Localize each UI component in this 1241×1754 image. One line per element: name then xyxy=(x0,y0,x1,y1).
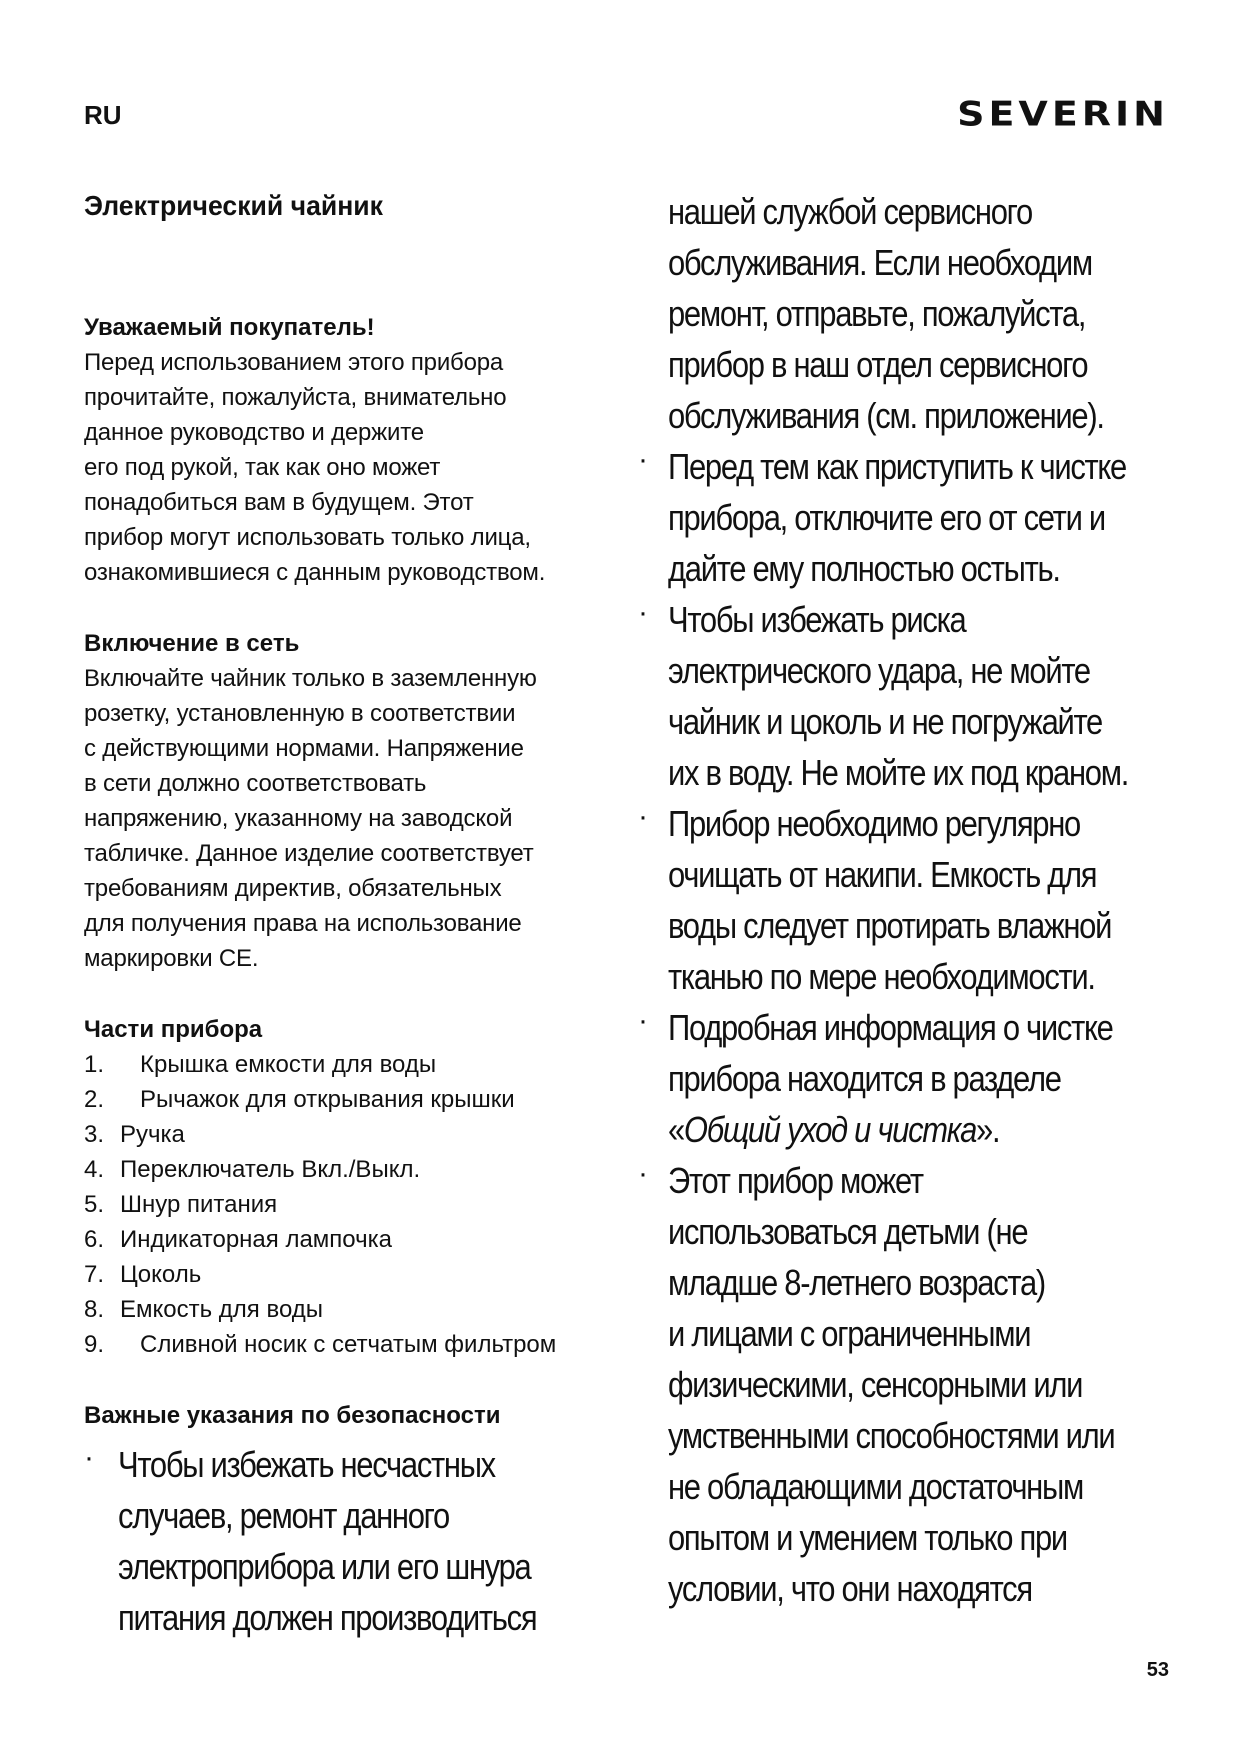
safety-heading: Важные указания по безопасности xyxy=(84,1402,501,1429)
bullet-text: Прибор необходимо регулярно очищать от накипи. Емкость для воды следует протирать влажной тканью по мере необходимости. xyxy=(668,803,1112,997)
bullet-text: Перед тем как приступить к чистке прибора, отключите его от сети и дайте ему полностью остыть. xyxy=(668,446,1126,589)
bullet-icon: · xyxy=(638,1004,648,1037)
item-label: Емкость для воды xyxy=(120,1296,324,1323)
list-item xyxy=(84,1222,624,1257)
item-number: 7. xyxy=(84,1261,105,1288)
safety-list-right xyxy=(638,441,1241,1614)
safety-bullet xyxy=(84,1439,624,1643)
parts-heading: Части прибора xyxy=(84,1016,263,1043)
list-item xyxy=(84,1117,624,1152)
item-number: 1. xyxy=(84,1051,105,1078)
power-text: Включайте чайник только в заземленную розетку, установленную в соответствии с действующими нормами. Напряжение в сети должно соответствовать напряжению, указанному на заводской табличке. Данное изделие соответствует требованиям директив, обязательных для получения права на использование маркировки CE. xyxy=(84,665,537,972)
list-item xyxy=(84,1187,624,1222)
reference-suffix: ». xyxy=(976,1109,1000,1150)
item-label: Сливной носик с сетчатым фильтром xyxy=(140,1331,557,1358)
list-item xyxy=(84,1047,624,1082)
intro-text: Перед использованием этого прибора прочитайте, пожалуйста, внимательно данное руководство и держите его под рукой, так как оно может понадобиться вам в будущем. Этот прибор могут использовать только лица, ознакомившиеся с данным руководством. xyxy=(84,349,546,586)
item-label: Ручка xyxy=(120,1121,185,1148)
item-label: Индикаторная лампочка xyxy=(120,1226,392,1253)
intro-heading: Уважаемый покупатель! xyxy=(84,314,375,341)
item-number: 6. xyxy=(84,1226,105,1253)
safety-bullet xyxy=(638,1002,1241,1155)
power-heading: Включение в сеть xyxy=(84,630,300,657)
list-item xyxy=(84,1292,624,1327)
bullet-icon: · xyxy=(84,1441,94,1474)
right-column xyxy=(638,186,1241,1614)
safety-list-left xyxy=(84,1439,624,1643)
bullet-icon: · xyxy=(638,1157,648,1190)
bullet-icon: · xyxy=(638,596,648,629)
language-code: RU xyxy=(84,100,122,130)
list-item xyxy=(84,1152,624,1187)
item-number: 3. xyxy=(84,1121,105,1148)
left-column xyxy=(84,190,624,1643)
safety-bullet xyxy=(638,441,1241,594)
item-number: 8. xyxy=(84,1296,105,1323)
reference-prefix: Подробная информация о чистке прибора находится в разделе « xyxy=(668,1007,1113,1150)
item-number: 5. xyxy=(84,1191,105,1218)
safety-bullet xyxy=(638,798,1241,1002)
item-label: Цоколь xyxy=(120,1261,202,1288)
page-title: Электрический чайник xyxy=(84,190,383,221)
item-label: Шнур питания xyxy=(120,1191,278,1218)
reference-section-title: Общий уход и чистка xyxy=(683,1109,977,1150)
parts-list xyxy=(84,1047,624,1362)
bullet-text xyxy=(668,1002,1167,1155)
item-label: Крышка емкости для воды xyxy=(140,1051,437,1078)
page-number: 53 xyxy=(1146,1659,1169,1681)
item-number: 2. xyxy=(84,1086,105,1113)
bullet-icon: · xyxy=(638,443,648,476)
bullet-text: Чтобы избежать несчастных случаев, ремонт данного электроприбора или его шнура питания должен производиться xyxy=(118,1444,537,1638)
list-item xyxy=(84,1327,624,1362)
list-item xyxy=(84,1082,624,1117)
bullet-icon: · xyxy=(638,800,648,833)
brand-logo: SEVERIN xyxy=(957,94,1169,134)
item-number: 4. xyxy=(84,1156,105,1183)
bullet-text: Этот прибор может использоваться детьми (не младше 8-летнего возраста) и лицами с ограниченными физическими, сенсорными или умственными способностями или не обладающими достаточным опытом и умением только при условии, что они находятся xyxy=(668,1160,1115,1609)
safety-bullet xyxy=(638,594,1241,798)
item-number: 9. xyxy=(84,1331,105,1358)
continued-text: нашей службой сервисного обслуживания. Если необходим ремонт, отправьте, пожалуйста, прибор в наш отдел сервисного обслуживания (см. приложение). xyxy=(668,191,1104,436)
item-label: Переключатель Вкл./Выкл. xyxy=(120,1156,421,1183)
item-label: Рычажок для открывания крышки xyxy=(140,1086,515,1113)
list-item xyxy=(84,1257,624,1292)
bullet-text: Чтобы избежать риска электрического удара, не мойте чайник и цоколь и не погружайте их в воду. Не мойте их под краном. xyxy=(668,599,1129,793)
safety-bullet xyxy=(638,1155,1241,1614)
